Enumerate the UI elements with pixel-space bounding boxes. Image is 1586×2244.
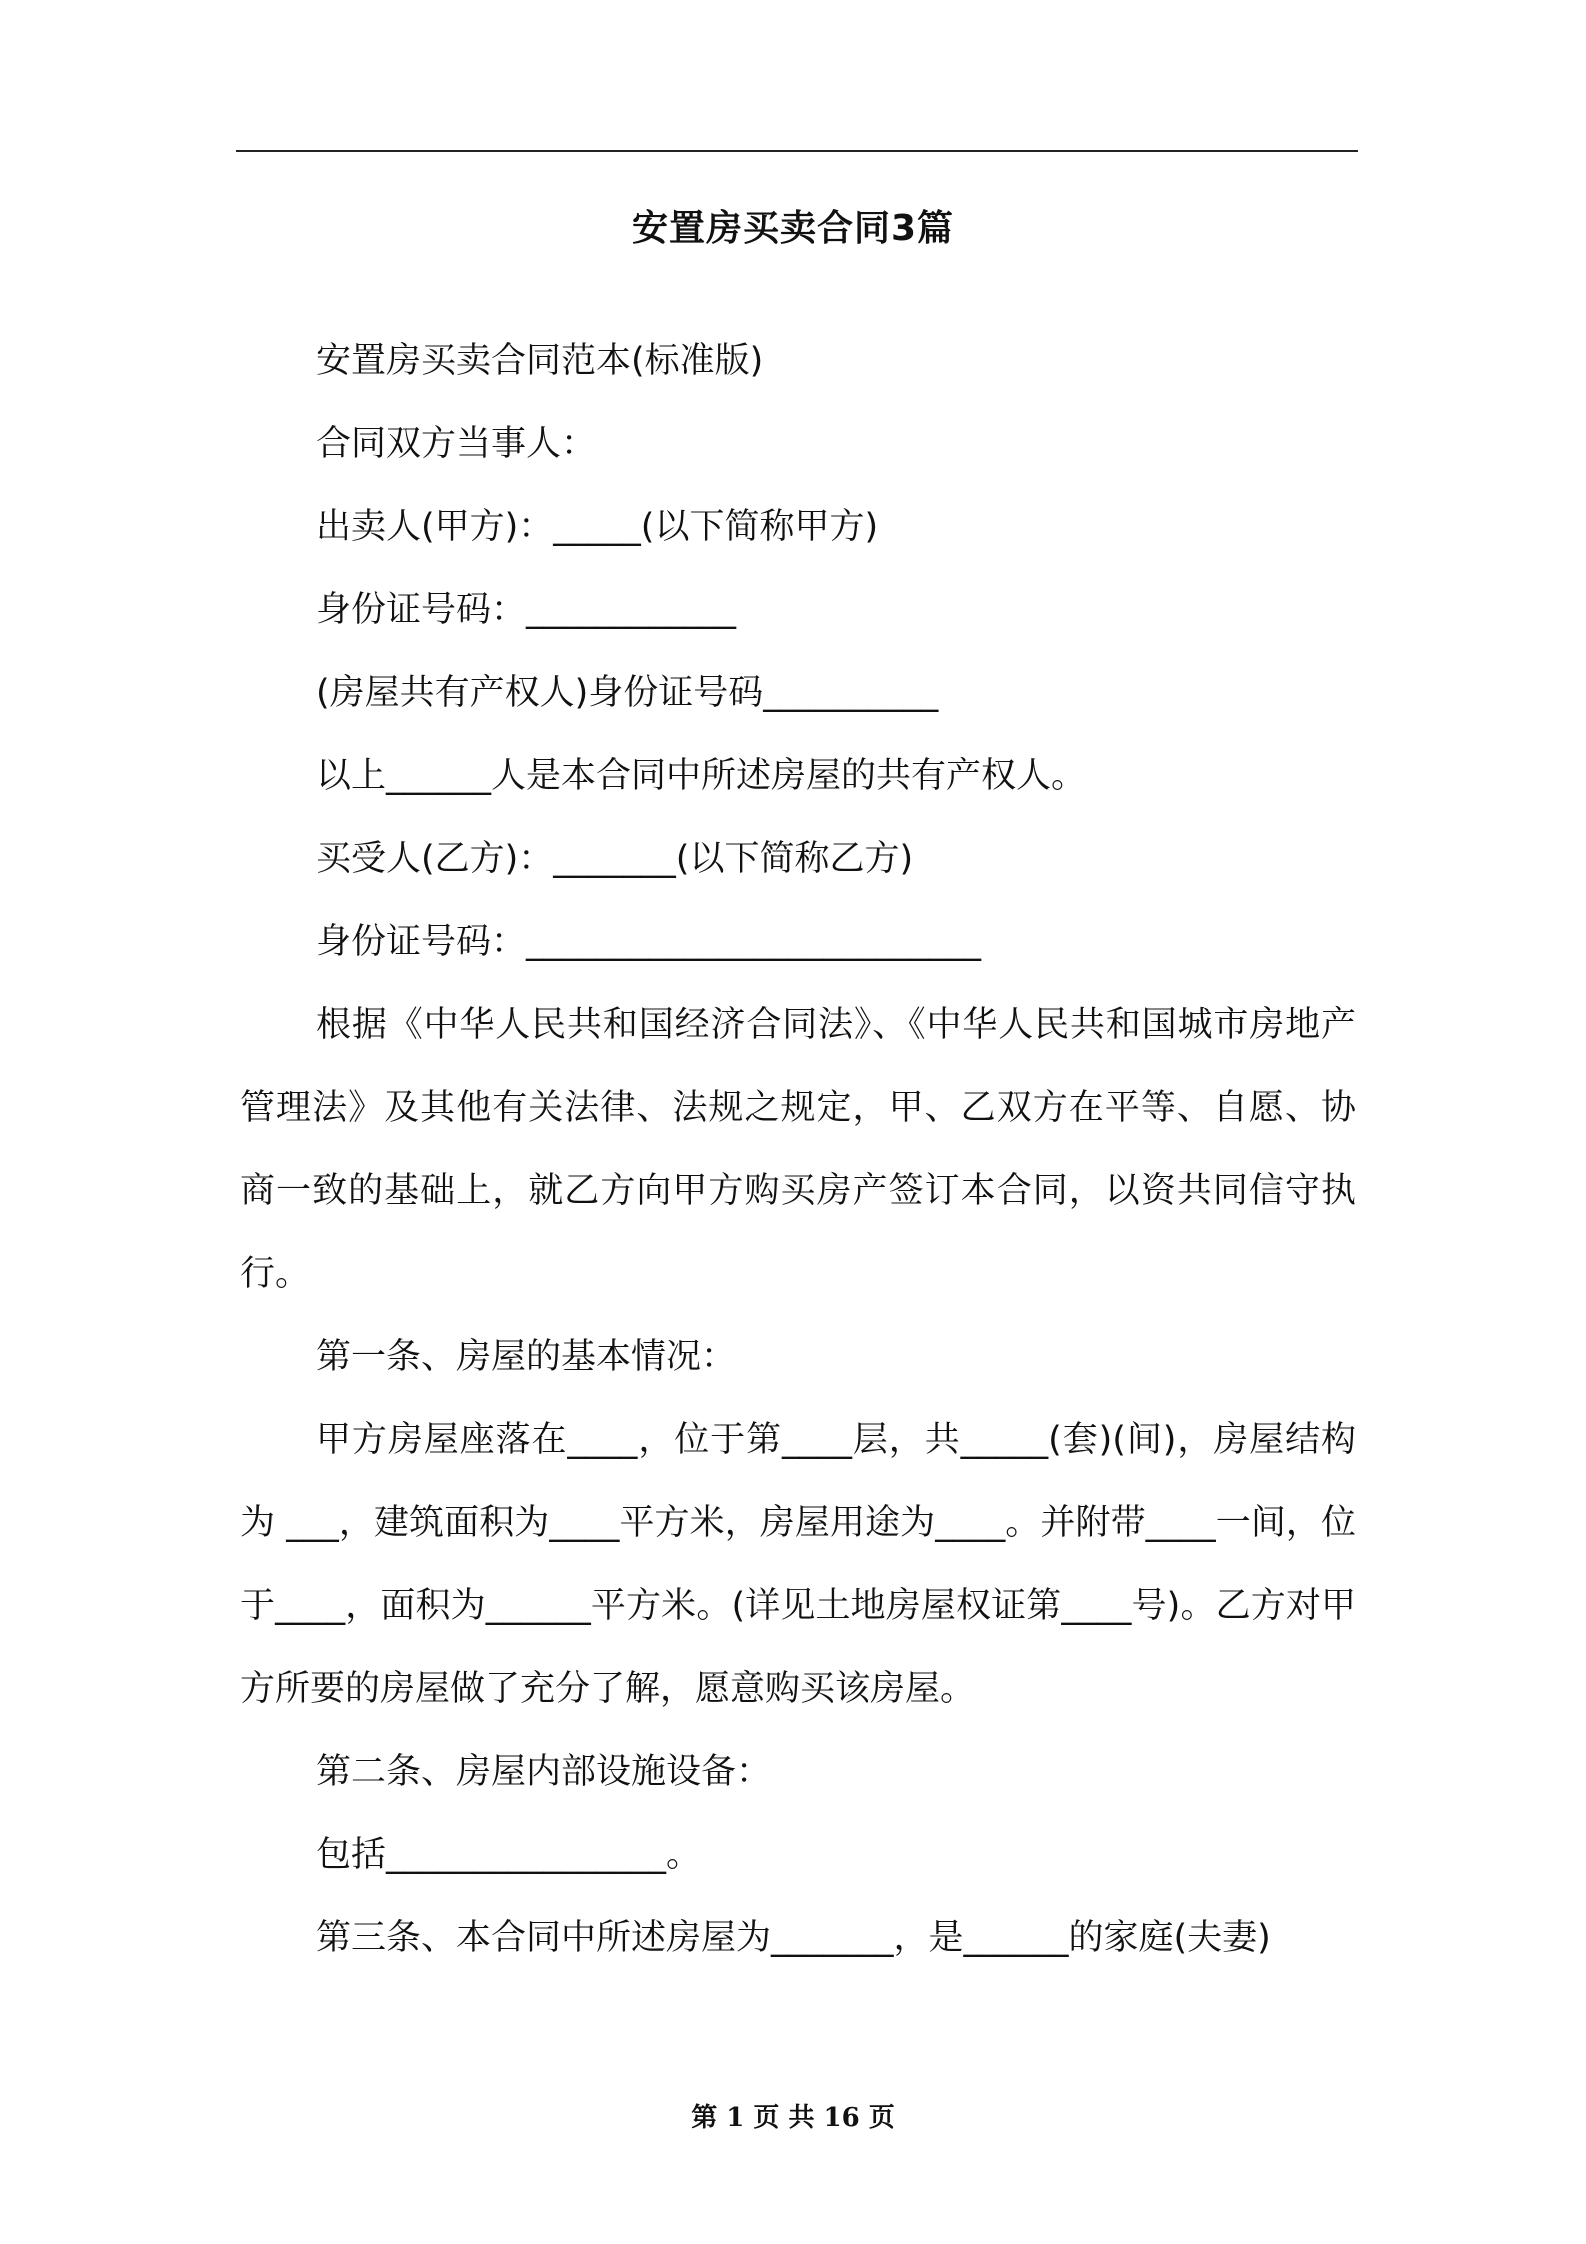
- parties-heading: 合同双方当事人：: [316, 424, 597, 464]
- page-number: 第 1 页 共 16 页: [691, 2103, 895, 2133]
- document-body: [240, 320, 1356, 1980]
- seller-id-line: 身份证号码：____________: [316, 590, 737, 630]
- co-owner-id-line: (房屋共有产权人)身份证号码__________: [316, 673, 939, 713]
- article-2-heading: 第二条、房屋内部设施设备：: [316, 1752, 772, 1792]
- co-owner-count-line: 以上______人是本合同中所述房屋的共有产权人。: [316, 756, 1087, 796]
- buyer-line: 买受人(乙方)：_______(以下简称乙方): [316, 839, 914, 879]
- header-rule: [236, 150, 1358, 152]
- contract-subtitle: 安置房买卖合同范本(标准版): [316, 341, 764, 381]
- preamble-paragraph: 根据《中华人民共和国经济合同法》、《中华人民共和国城市房地产管理法》及其他有关法律、法规之规定，甲、乙双方在平等、自愿、协商一致的基础上，就乙方向甲方购买房产签订本合同，以资共同信守执行。: [240, 1005, 1356, 1294]
- article-3-paragraph: 第三条、本合同中所述房屋为_______，是______的家庭(夫妻): [316, 1918, 1271, 1958]
- seller-line: 出卖人(甲方)：_____(以下简称甲方): [316, 507, 879, 547]
- article-2-paragraph: 包括________________。: [316, 1835, 702, 1875]
- article-1-paragraph: 甲方房屋座落在____，位于第____层，共_____(套)(间)，房屋结构为 ___，建筑面积为____平方米，房屋用途为____。并附带____一间，位于____，面积为______平方米。(详见土地房屋权证第____号)。乙方对甲方所要的房屋做了充分了解，愿意购买该房屋。: [240, 1420, 1356, 1709]
- buyer-id-line: 身份证号码：__________________________: [316, 922, 982, 962]
- article-1-heading: 第一条、房屋的基本情况：: [316, 1337, 737, 1377]
- document-title: 安置房买卖合同3篇: [631, 208, 955, 249]
